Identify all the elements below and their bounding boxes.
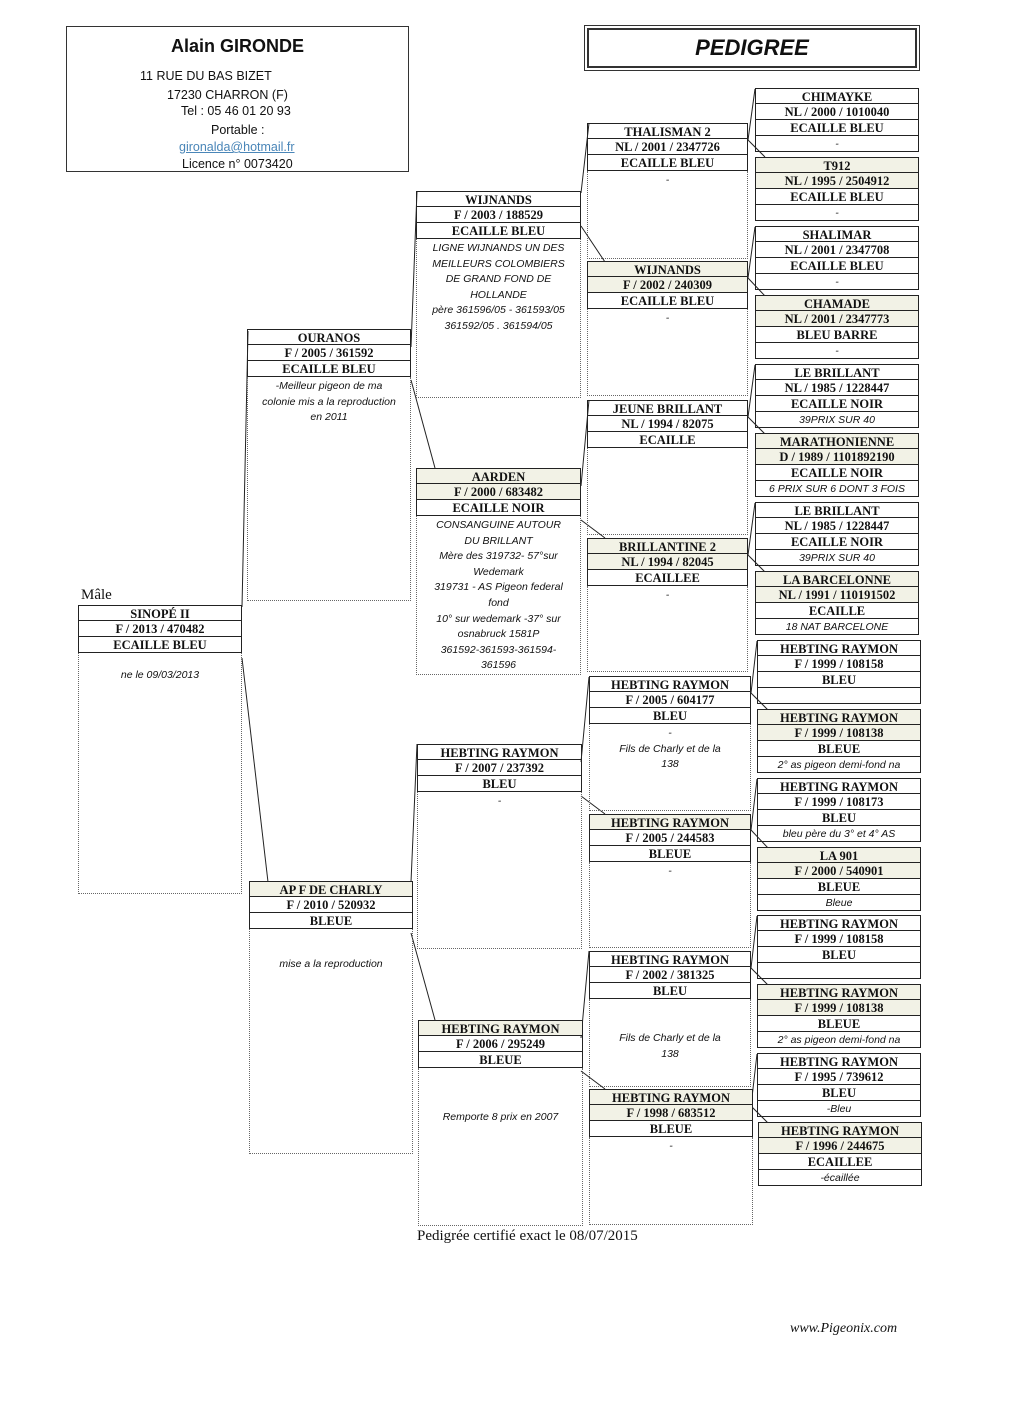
ancestor-card <box>757 1053 921 1117</box>
pigeon-notes <box>587 448 748 535</box>
ancestor-card <box>755 295 919 359</box>
ancestor-card <box>757 640 921 704</box>
ancestor-card <box>758 1122 922 1186</box>
pigeon-notes <box>589 862 751 948</box>
ancestor-card <box>755 226 919 290</box>
pigeon-name: HEBTING RAYMON <box>589 814 751 830</box>
pigeon-ring: F / 2005 / 604177 <box>589 692 751 708</box>
breeder-email-link[interactable]: gironalda@hotmail.fr <box>179 140 295 154</box>
note-line: - <box>668 727 672 739</box>
ancestor-card <box>589 951 751 1087</box>
pigeon-notes <box>589 1137 753 1225</box>
pigeon-name: HEBTING RAYMON <box>757 709 921 725</box>
ancestor-card <box>757 709 921 773</box>
pigeon-note: 6 PRIX SUR 6 DONT 3 FOIS <box>755 481 919 497</box>
pigeon-name: LA BARCELONNE <box>755 571 919 587</box>
grandsire-dam-side-card <box>417 744 582 949</box>
pigeon-ring: F / 2013 / 470482 <box>78 621 242 637</box>
pigeon-note: 2° as pigeon demi-fond na <box>757 1032 921 1048</box>
pigeon-color: BLEUE <box>589 846 751 862</box>
pigeon-name: HEBTING RAYMON <box>757 984 921 1000</box>
pigeon-ring: NL / 1985 / 1228447 <box>755 380 919 396</box>
pigeon-ring: F / 1995 / 739612 <box>757 1069 921 1085</box>
pigeon-name: AARDEN <box>416 468 581 484</box>
pigeon-color: BLEUE <box>757 879 921 895</box>
note-line: Fils de Charly et de la <box>619 1032 721 1044</box>
pigeon-name: WIJNANDS <box>587 261 748 277</box>
pigeon-ring: F / 2005 / 361592 <box>247 345 411 361</box>
breeder-licence: Licence n° 0073420 <box>182 157 293 171</box>
pigeon-name: BRILLANTINE 2 <box>587 538 748 554</box>
note-line: 10° sur wedemark -37° sur <box>436 612 561 625</box>
ancestor-card <box>757 984 921 1048</box>
pigeon-notes <box>589 724 751 811</box>
pigeon-color: ECAILLEE <box>587 570 748 586</box>
note-line: Wedemark <box>473 565 524 578</box>
pigeon-ring: F / 1999 / 108138 <box>757 725 921 741</box>
pigeon-ring: F / 2002 / 381325 <box>589 967 751 983</box>
note-line: CONSANGUINE AUTOUR <box>436 519 561 531</box>
pigeon-ring: NL / 1994 / 82045 <box>587 554 748 570</box>
note-line: 138 <box>661 758 679 771</box>
ancestor-card <box>755 571 919 635</box>
pigeon-notes <box>416 239 581 398</box>
note-line: - <box>665 174 670 186</box>
pigeon-notes <box>589 999 751 1087</box>
pigeon-ring: F / 1996 / 244675 <box>758 1138 922 1154</box>
pigeon-notes <box>247 377 411 601</box>
pigeon-color: BLEUE <box>757 741 921 757</box>
pigeon-note <box>757 963 921 979</box>
pedigree-title: PEDIGREE <box>587 28 917 68</box>
pigeon-color: BLEU <box>757 810 921 826</box>
note-line: colonie mis a la reproduction <box>262 395 396 408</box>
note-line: en 2011 <box>310 411 348 424</box>
certification-line: Pedigrée certifié exact le 08/07/2015 <box>417 1228 638 1244</box>
pigeon-color: BLEU <box>757 1085 921 1101</box>
ancestor-card <box>755 157 919 221</box>
pigeon-color: ECAILLE NOIR <box>755 534 919 550</box>
pigeon-ring: F / 1999 / 108158 <box>757 656 921 672</box>
ancestor-card <box>587 538 748 672</box>
note-line: HOLLANDE <box>470 288 527 301</box>
pigeon-name: T912 <box>755 157 919 173</box>
pigeon-name: SINOPÉ II <box>78 605 242 621</box>
pigeon-color: BLEUE <box>757 1016 921 1032</box>
note-line: - <box>669 1140 673 1152</box>
pigeon-name: HEBTING RAYMON <box>589 951 751 967</box>
pigeon-ring: F / 2005 / 244583 <box>589 830 751 846</box>
ancestor-card <box>589 676 751 811</box>
pigeon-notes <box>587 309 748 396</box>
pigeon-color: ECAILLEE <box>758 1154 922 1170</box>
pigeon-ring: NL / 1995 / 2504912 <box>755 173 919 189</box>
pigeon-name: HEBTING RAYMON <box>758 1122 922 1138</box>
pigeon-name: JEUNE BRILLANT <box>587 400 748 416</box>
pigeon-note: - <box>755 274 919 290</box>
note-line: - <box>497 795 502 807</box>
pigeon-ring: F / 2000 / 683482 <box>416 484 581 500</box>
note-line: osnabruck 1581P <box>457 628 540 641</box>
pigeon-color: ECAILLE BLEU <box>755 120 919 136</box>
pigeon-color: BLEUE <box>418 1052 583 1068</box>
breeder-name: Alain GIRONDE <box>170 36 304 56</box>
pigeon-color: BLEU <box>757 947 921 963</box>
ancestor-card <box>755 433 919 497</box>
pigeon-ring: NL / 1991 / 110191502 <box>755 587 919 603</box>
pigeon-note <box>757 688 921 704</box>
sex-label: Mâle <box>81 587 112 603</box>
note-line: ne le 09/03/2013 <box>120 669 200 681</box>
note-line: 361592/05 . 361594/05 <box>444 319 553 332</box>
website-credit: www.Pigeonix.com <box>790 1321 898 1336</box>
pigeon-note: bleu père du 3° et 4° AS <box>757 826 921 842</box>
note-line: Remporte 8 prix en 2007 <box>442 1111 559 1123</box>
pigeon-ring: F / 2006 / 295249 <box>418 1036 583 1052</box>
pigeon-color: ECAILLE NOIR <box>416 500 581 516</box>
breeder-address: 11 RUE DU BAS BIZET <box>140 69 272 83</box>
note-line: fond <box>488 596 509 609</box>
ancestor-card <box>755 502 919 566</box>
pigeon-ring: F / 1999 / 108138 <box>757 1000 921 1016</box>
note-line: Fils de Charly et de la <box>619 742 721 755</box>
ancestor-card <box>589 814 751 948</box>
pigeon-note: -écaillée <box>758 1170 922 1186</box>
pigeon-note: -Bleu <box>757 1101 921 1117</box>
pigeon-color: BLEU <box>589 983 751 999</box>
pigeon-color: ECAILLE <box>755 603 919 619</box>
pigeon-notes <box>417 792 582 949</box>
pigeon-ring: NL / 1994 / 82075 <box>587 416 748 432</box>
note-line: -Meilleur pigeon de ma <box>275 380 383 392</box>
pigeon-name: HEBTING RAYMON <box>417 744 582 760</box>
pigeon-color: BLEUE <box>249 913 413 929</box>
pigeon-note: Bleue <box>757 895 921 911</box>
pigeon-color: BLEU BARRE <box>755 327 919 343</box>
note-line: MEILLEURS COLOMBIERS <box>432 257 565 270</box>
pigeon-color: ECAILLE BLEU <box>755 189 919 205</box>
pigeon-name: THALISMAN 2 <box>587 123 748 139</box>
pigeon-notes <box>587 171 748 259</box>
pigeon-color: ECAILLE BLEU <box>247 361 411 377</box>
dam-card <box>249 881 413 1154</box>
pigeon-note: 39PRIX SUR 40 <box>755 550 919 566</box>
pigeon-ring: D / 1989 / 1101892190 <box>755 449 919 465</box>
note-line: mise a la reproduction <box>279 958 383 970</box>
pigeon-ring: F / 1999 / 108173 <box>757 794 921 810</box>
ancestor-card <box>589 1089 753 1225</box>
pigeon-ring: F / 2000 / 540901 <box>757 863 921 879</box>
pigeon-note: - <box>755 343 919 359</box>
pigeon-name: AP F DE CHARLY <box>249 881 413 897</box>
pigeon-color: ECAILLE BLEU <box>755 258 919 274</box>
note-line: - <box>668 865 672 877</box>
pigeon-ring: F / 2002 / 240309 <box>587 277 748 293</box>
pigeon-notes <box>78 653 242 894</box>
note-line: - <box>665 312 670 324</box>
ancestor-card <box>757 915 921 979</box>
pigeon-name: WIJNANDS <box>416 191 581 207</box>
breeder-city: 17230 CHARRON (F) <box>167 88 288 102</box>
subject-card <box>78 605 242 894</box>
ancestor-card <box>587 123 748 259</box>
note-line: 319731 - AS Pigeon federal <box>434 581 563 594</box>
breeder-mobile: Portable : <box>211 123 265 137</box>
pigeon-name: SHALIMAR <box>755 226 919 242</box>
pigeon-ring: F / 2010 / 520932 <box>249 897 413 913</box>
sire-card <box>247 329 411 601</box>
note-line: DU BRILLANT <box>464 534 533 547</box>
pigeon-name: HEBTING RAYMON <box>757 778 921 794</box>
pigeon-color: ECAILLE <box>587 432 748 448</box>
pigeon-color: BLEUE <box>589 1121 753 1137</box>
note-line: 361596 <box>480 659 517 672</box>
pigeon-color: BLEU <box>589 708 751 724</box>
pigeon-ring: F / 1999 / 108158 <box>757 931 921 947</box>
pigeon-name: HEBTING RAYMON <box>589 1089 753 1105</box>
pigeon-name: HEBTING RAYMON <box>757 915 921 931</box>
pigeon-ring: NL / 2000 / 1010040 <box>755 104 919 120</box>
pigeon-ring: NL / 1985 / 1228447 <box>755 518 919 534</box>
pigeon-color: ECAILLE NOIR <box>755 465 919 481</box>
note-line: 138 <box>661 1047 679 1060</box>
pigeon-note: - <box>755 205 919 221</box>
ancestor-card <box>757 778 921 842</box>
pigeon-name: HEBTING RAYMON <box>757 640 921 656</box>
granddam-dam-side-card <box>418 1020 583 1226</box>
pigeon-name: CHIMAYKE <box>755 88 919 104</box>
ancestor-card <box>757 847 921 911</box>
pigeon-name: HEBTING RAYMON <box>589 676 751 692</box>
pigeon-color: ECAILLE NOIR <box>755 396 919 412</box>
grandsire-sire-side-card <box>416 191 581 398</box>
pigeon-ring: F / 2003 / 188529 <box>416 207 581 223</box>
ancestor-card <box>587 261 748 396</box>
pigeon-ring: NL / 2001 / 2347708 <box>755 242 919 258</box>
pigeon-note: 18 NAT BARCELONE <box>755 619 919 635</box>
pigeon-name: HEBTING RAYMON <box>757 1053 921 1069</box>
ancestor-card <box>755 364 919 428</box>
pigeon-name: OURANOS <box>247 329 411 345</box>
pigeon-name: CHAMADE <box>755 295 919 311</box>
note-line: père 361596/05 - 361593/05 <box>432 304 565 317</box>
pigeon-name: HEBTING RAYMON <box>418 1020 583 1036</box>
pigeon-ring: NL / 2001 / 2347726 <box>587 139 748 155</box>
pigeon-color: BLEU <box>757 672 921 688</box>
note-line: DE GRAND FOND DE <box>445 273 552 286</box>
pigeon-notes <box>587 586 748 672</box>
pigeon-color: ECAILLE BLEU <box>587 293 748 309</box>
pigeon-name: MARATHONIENNE <box>755 433 919 449</box>
note-line: LIGNE WIJNANDS UN DES <box>432 242 565 254</box>
pigeon-color: ECAILLE BLEU <box>587 155 748 171</box>
ancestor-card <box>587 400 748 535</box>
pigeon-color: ECAILLE BLEU <box>416 223 581 239</box>
pigeon-ring: F / 2007 / 237392 <box>417 760 582 776</box>
pigeon-note: 2° as pigeon demi-fond na <box>757 757 921 773</box>
pigeon-color: ECAILLE BLEU <box>78 637 242 653</box>
pigeon-ring: NL / 2001 / 2347773 <box>755 311 919 327</box>
pigeon-name: LE BRILLANT <box>755 502 919 518</box>
pigeon-note: - <box>755 136 919 152</box>
pigeon-notes <box>249 929 413 1154</box>
note-line: 361592-361593-361594- <box>440 643 557 656</box>
granddam-sire-side-card <box>416 468 581 675</box>
pigeon-notes <box>418 1068 583 1226</box>
pigeon-color: BLEU <box>417 776 582 792</box>
pigeon-notes <box>416 516 581 675</box>
note-line: - <box>665 589 670 601</box>
note-line: Mère des 319732- 57°sur <box>439 550 558 563</box>
breeder-tel: Tel : 05 46 01 20 93 <box>181 104 291 118</box>
pigeon-name: LA 901 <box>757 847 921 863</box>
pigeon-ring: F / 1998 / 683512 <box>589 1105 753 1121</box>
pigeon-name: LE BRILLANT <box>755 364 919 380</box>
ancestor-card <box>755 88 919 152</box>
pigeon-note: 39PRIX SUR 40 <box>755 412 919 428</box>
